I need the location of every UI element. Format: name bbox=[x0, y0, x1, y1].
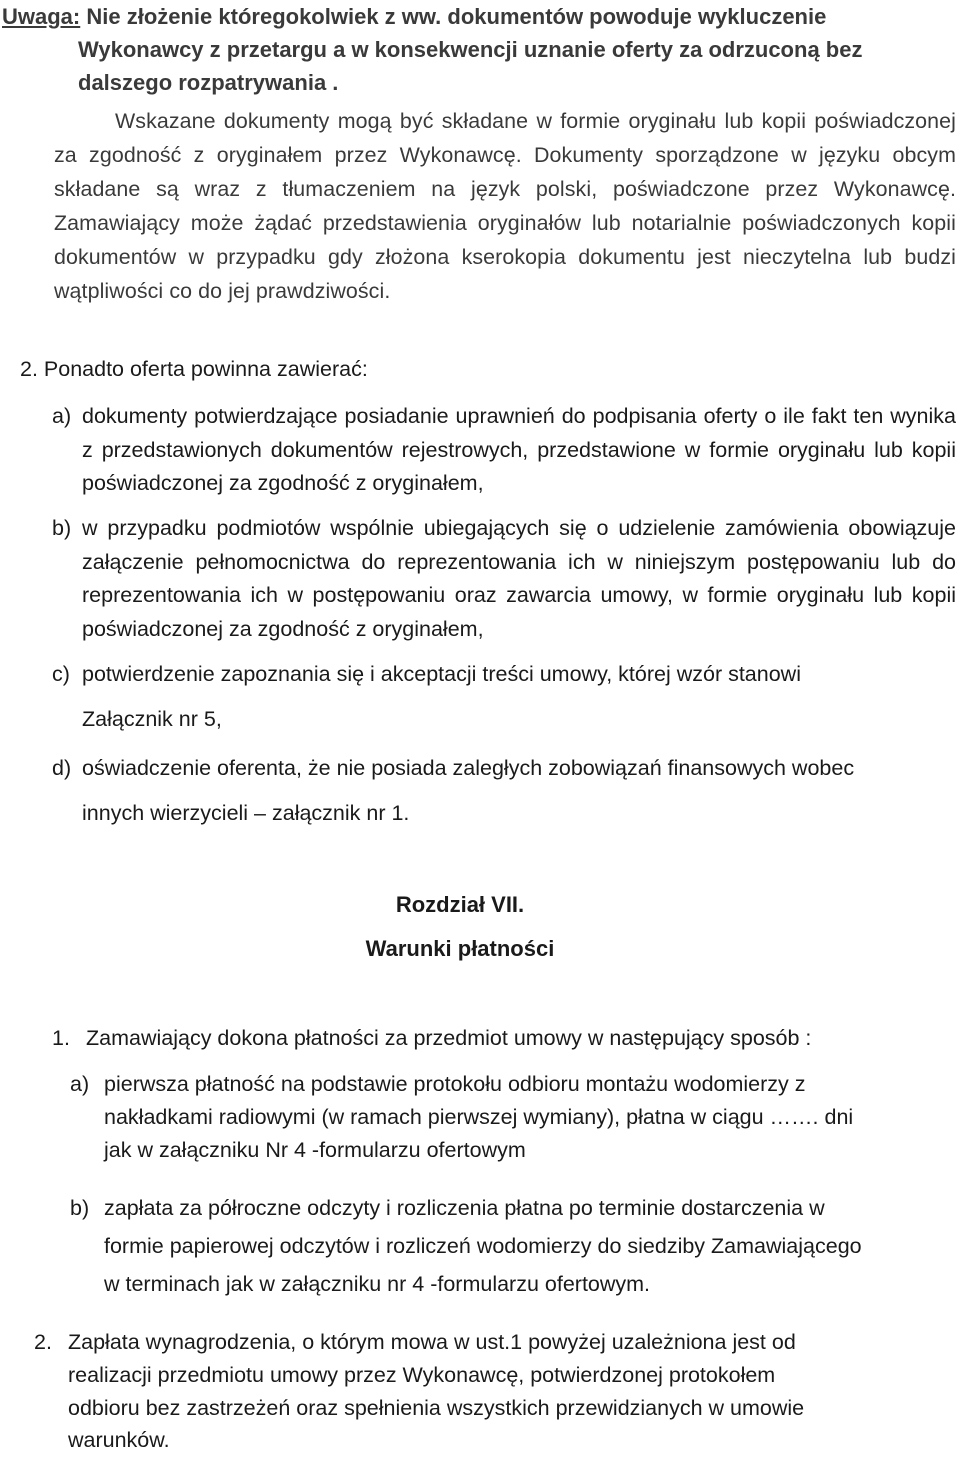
list-item-d bbox=[52, 752, 956, 786]
warning-line-1: Nie złożenie któregokolwiek z ww. dokumentów powoduje wykluczenie bbox=[80, 4, 827, 29]
payment-item-b-line-1: zapłata za półroczne odczyty i rozliczenia płatna po terminie dostarczenia w bbox=[104, 1196, 825, 1220]
warning-line-2: Wykonawcy z przetargu a w konsekwencji uznanie oferty za odrzuconą bez bbox=[78, 37, 863, 62]
list-item-b bbox=[52, 512, 956, 646]
list-item-text: dokumenty potwierdzające posiadanie uprawnień do podpisania oferty o ile fakt ten wynika z przedstawionych dokumentów rejestrowych, przedstawione w formie oryginału lub kopii poświadczonej za zgodność z oryginałem, bbox=[82, 404, 956, 495]
chapter-number: Rozdział VII. bbox=[395, 892, 525, 917]
list-item-text: w przypadku podmiotów wspólnie ubiegających się o udzielenie zamówienia obowiązuje załączenie pełnomocnictwa do reprezentowania ich w niniejszym postępowaniu lub do reprezentowania ich w postępowaniu oraz zawarcia umowy, w formie oryginału lub kopii poświadczonej za zgodność z oryginałem, bbox=[82, 516, 956, 641]
payment-item-b-line-2: formie papierowej odczytów i rozliczeń wodomierzy do siedziby Zamawiającego bbox=[104, 1234, 862, 1258]
list-item-label: a) bbox=[52, 404, 72, 428]
payment-point-2-line-4: warunków. bbox=[68, 1428, 170, 1452]
list-item-label: b) bbox=[52, 516, 72, 540]
payment-item-a-line-1: pierwsza płatność na podstawie protokołu odbioru montażu wodomierzy z bbox=[104, 1072, 806, 1096]
payment-point-2-line-2: realizacji przedmiotu umowy przez Wykonawcę, potwierdzonej protokołem bbox=[68, 1363, 776, 1387]
list-item-c bbox=[52, 658, 956, 692]
payment-item-a-label: a) bbox=[70, 1072, 90, 1096]
payment-point-2-line-1: Zapłata wynagrodzenia, o którym mowa w ust.1 powyżej uzależniona jest od bbox=[68, 1330, 796, 1354]
list-item-text-line-1: potwierdzenie zapoznania się i akceptacji treści umowy, której wzór stanowi bbox=[82, 662, 801, 686]
section-2-title: 2. Ponadto oferta powinna zawierać: bbox=[20, 357, 368, 381]
payment-item-b-line-3: w terminach jak w załączniku nr 4 -formularzu ofertowym. bbox=[104, 1272, 651, 1296]
list-item-a bbox=[52, 400, 956, 501]
warning-line-3: dalszego rozpatrywania . bbox=[78, 70, 339, 95]
payment-point-1-text: Zamawiający dokona płatności za przedmiot umowy w następujący sposób : bbox=[86, 1026, 812, 1050]
payment-point-2-label: 2. bbox=[34, 1330, 52, 1354]
documents-paragraph-text: Wskazane dokumenty mogą być składane w formie oryginału lub kopii poświadczonej za zgodność z oryginałem przez Wykonawcę. Dokumenty sporządzone w języku obcym składane są wraz z tłumaczeniem na język polski, poświadczone przez Wykonawcę. Zamawiający może żądać przedstawienia oryginałów lub notarialnie poświadczonych kopii dokumentów w przypadku gdy złożona kserokopia dokumentu jest nieczytelna lub budzi wątpliwości co do jej prawdziwości. bbox=[54, 109, 956, 303]
payment-point-1-label: 1. bbox=[52, 1026, 70, 1050]
chapter-title: Warunki płatności bbox=[365, 936, 555, 961]
warning-note bbox=[2, 0, 902, 99]
list-item-c-line-2: Załącznik nr 5, bbox=[82, 707, 222, 731]
list-item-d-line-2: innych wierzycieli – załącznik nr 1. bbox=[82, 801, 410, 825]
list-item-text-line-1: oświadczenie oferenta, że nie posiada zaległych zobowiązań finansowych wobec bbox=[82, 756, 855, 780]
documents-paragraph bbox=[54, 104, 956, 308]
warning-label: Uwaga: bbox=[2, 4, 81, 29]
payment-item-b-label: b) bbox=[70, 1196, 90, 1220]
list-item-label: c) bbox=[52, 662, 70, 686]
payment-item-a-line-3: jak w załączniku Nr 4 -formularzu ofertowym bbox=[104, 1138, 526, 1162]
list-item-label: d) bbox=[52, 756, 72, 780]
payment-item-a-line-2: nakładkami radiowymi (w ramach pierwszej wymiany), płatna w ciągu ……. dni bbox=[104, 1105, 854, 1129]
payment-point-2-line-3: odbioru bez zastrzeżeń oraz spełnienia wszystkich przewidzianych w umowie bbox=[68, 1396, 805, 1420]
